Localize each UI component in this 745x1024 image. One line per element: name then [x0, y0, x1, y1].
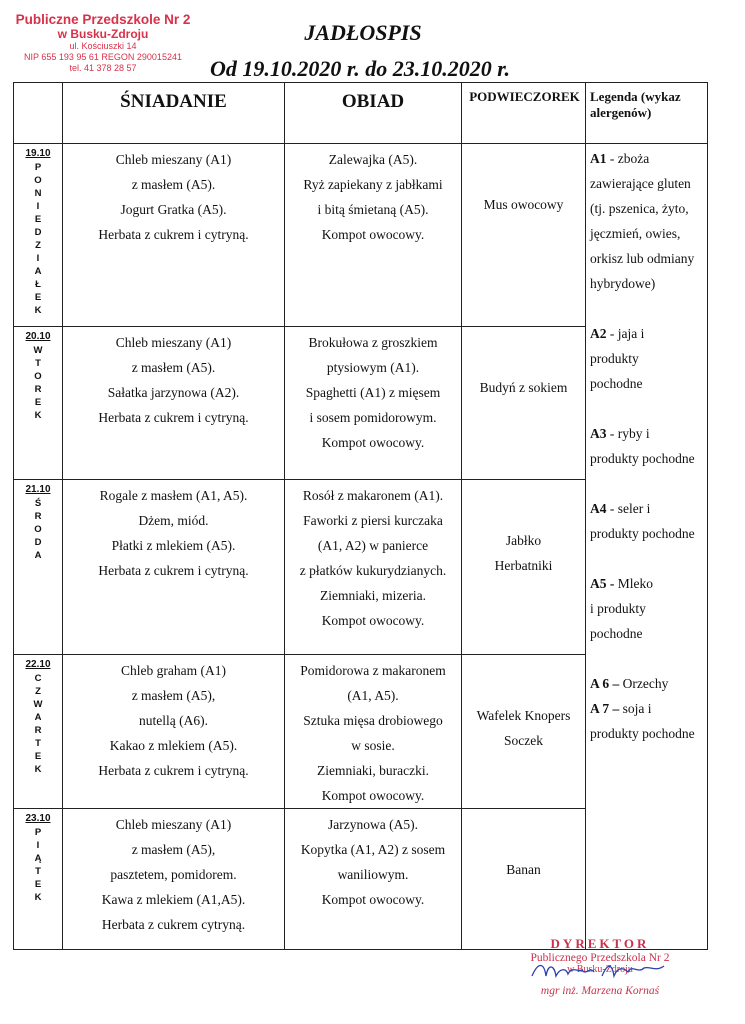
- legend-line: pochodne: [590, 626, 643, 641]
- menu-line: Zalewajka (A5).: [328, 152, 418, 167]
- breakfast-cell: [63, 327, 285, 480]
- day-letter: W: [33, 345, 43, 356]
- allergen-description: - seler i: [606, 501, 651, 516]
- menu-line: Herbata z cukrem i cytryną.: [98, 763, 249, 778]
- menu-line: Herbata z cukrem i cytryną.: [98, 410, 249, 425]
- stamp-line-2: w Busku-Zdroju: [57, 27, 149, 41]
- day-letter: E: [34, 751, 42, 762]
- menu-line: w sosie.: [351, 738, 395, 753]
- allergen-description: - jaja i: [606, 326, 645, 341]
- day-letter: Ś: [34, 498, 42, 509]
- menu-line: Banan: [506, 862, 541, 877]
- day-letter: I: [36, 253, 40, 264]
- menu-line: Jabłko: [505, 533, 542, 548]
- day-name-vertical: [14, 497, 62, 562]
- legend-line: produkty: [590, 351, 639, 366]
- menu-line: Kompot owocowy.: [321, 227, 425, 242]
- day-letter: T: [35, 738, 41, 749]
- menu-line: Sałatka jarzynowa (A2).: [107, 385, 240, 400]
- menu-line: z płatków kukurydzianych.: [299, 563, 447, 578]
- menu-line: Kompot owocowy.: [321, 613, 425, 628]
- legend-entry: [590, 421, 704, 471]
- menu-line: Spaghetti (A1) z mięsem: [305, 385, 441, 400]
- menu-line: Rosół z makaronem (A1).: [302, 488, 444, 503]
- day-letter: D: [34, 227, 42, 238]
- menu-line: Chleb mieszany (A1): [115, 152, 232, 167]
- legend-line: i produkty: [590, 601, 646, 616]
- menu-line: Chleb mieszany (A1): [115, 817, 232, 832]
- director-stamp: [500, 936, 700, 997]
- legend-line: produkty pochodne: [590, 526, 695, 541]
- day-letter: A: [34, 712, 42, 723]
- day-name-vertical: [14, 826, 62, 904]
- day-letter: I: [36, 840, 40, 851]
- day-name-vertical: [14, 344, 62, 422]
- menu-line: ptysiowym (A1).: [326, 360, 420, 375]
- header-day: [14, 83, 63, 144]
- snack-cell: [462, 809, 586, 950]
- legend-line: jęczmień, owies,: [590, 226, 681, 241]
- menu-line: Kompot owocowy.: [321, 788, 425, 803]
- director-title: DYREKTOR: [550, 936, 650, 951]
- day-letter: E: [34, 397, 42, 408]
- menu-line: Kompot owocowy.: [321, 435, 425, 450]
- menu-line: Jogurt Gratka (A5).: [120, 202, 227, 217]
- menu-line: (A1, A2) w panierce: [317, 538, 429, 553]
- stamp-line-5: tel. 41 378 28 57: [69, 63, 137, 73]
- day-date: 23.10: [25, 813, 51, 824]
- header-obiad: OBIAD: [285, 83, 462, 144]
- allergen-description: soja i: [619, 701, 652, 716]
- day-letter: Z: [35, 240, 41, 251]
- menu-line: Kompot owocowy.: [321, 892, 425, 907]
- day-cell: [14, 480, 63, 655]
- page-title: JADŁOSPIS: [304, 20, 422, 45]
- allergen-code: A3: [590, 426, 607, 441]
- menu-line: Mus owocowy: [483, 197, 564, 212]
- legend-line: orkisz lub odmiany: [590, 251, 695, 266]
- day-letter: E: [34, 292, 42, 303]
- day-letter: R: [34, 384, 42, 395]
- allergen-description: - zboża: [606, 151, 650, 166]
- legend-line: pochodne: [590, 376, 643, 391]
- day-letter: P: [34, 827, 42, 838]
- menu-line: Płatki z mlekiem (A5).: [111, 538, 236, 553]
- header-sniadanie: ŚNIADANIE: [63, 83, 285, 144]
- legend-line: [590, 496, 704, 521]
- school-stamp: [14, 12, 192, 74]
- allergen-code: A2: [590, 326, 607, 341]
- legend-line: [590, 321, 704, 346]
- allergen-code: A5 -: [590, 576, 615, 591]
- legend-line: hybrydowe): [590, 276, 656, 291]
- day-letter: K: [34, 410, 42, 421]
- day-letter: I: [36, 201, 40, 212]
- snack-cell: [462, 655, 586, 809]
- day-cell: [14, 327, 63, 480]
- day-letter: E: [34, 214, 42, 225]
- day-letter: K: [34, 764, 42, 775]
- day-letter: C: [34, 673, 42, 684]
- allergen-code: A 7 –: [590, 701, 620, 716]
- snack-cell: [462, 144, 586, 327]
- day-date: 19.10: [25, 148, 51, 159]
- menu-line: Ryż zapiekany z jabłkami: [303, 177, 443, 192]
- day-date: 20.10: [25, 331, 51, 342]
- menu-line: z masłem (A5),: [131, 688, 216, 703]
- day-letter: Ł: [35, 279, 41, 290]
- menu-line: Kopytka (A1, A2) z sosem: [300, 842, 446, 857]
- legend-line: produkty pochodne: [590, 451, 695, 466]
- allergen-legend: [586, 144, 708, 950]
- allergen-description: Orzechy: [619, 676, 669, 691]
- menu-line: i sosem pomidorowym.: [309, 410, 437, 425]
- allergen-code: A1: [590, 151, 607, 166]
- day-letter: E: [34, 879, 42, 890]
- day-letter: O: [34, 524, 42, 535]
- lunch-cell: [285, 327, 462, 480]
- day-letter: T: [35, 358, 41, 369]
- legend-line: [590, 421, 704, 446]
- day-letter: D: [34, 537, 42, 548]
- menu-line: Wafelek Knopers: [476, 708, 571, 723]
- menu-line: i bitą śmietaną (A5).: [317, 202, 429, 217]
- menu-line: Soczek: [504, 733, 543, 748]
- day-letter: R: [34, 511, 42, 522]
- day-name-vertical: [14, 161, 62, 317]
- menu-line: Pomidorowa z makaronem: [300, 663, 446, 678]
- menu-line: Faworki z piersi kurczaka: [303, 513, 443, 528]
- menu-line: nutellą (A6).: [139, 713, 208, 728]
- menu-line: Rogale z masłem (A1, A5).: [99, 488, 248, 503]
- menu-line: Herbata z cukrem i cytryną.: [98, 563, 249, 578]
- menu-line: z masłem (A5),: [131, 842, 216, 857]
- allergen-code: A4: [590, 501, 607, 516]
- menu-table: [13, 82, 708, 950]
- stamp-line-1: Publiczne Przedszkole Nr 2: [15, 12, 191, 27]
- allergen-code: A 6 –: [590, 676, 620, 691]
- lunch-cell: [285, 655, 462, 809]
- header-row: [14, 83, 708, 144]
- day-letter: P: [34, 162, 42, 173]
- menu-line: Herbatniki: [494, 558, 553, 573]
- breakfast-cell: [63, 144, 285, 327]
- legend-entry: [590, 496, 704, 546]
- legend-entry: [590, 671, 704, 696]
- menu-line: z masłem (A5).: [131, 177, 216, 192]
- legend-line: [590, 696, 704, 721]
- legend-line: zawierające gluten: [590, 176, 691, 191]
- menu-line: Brokułowa z groszkiem: [308, 335, 438, 350]
- director-line-2: Publicznego Przedszkola Nr 2: [530, 952, 670, 964]
- menu-line: Herbata z cukrem i cytryną.: [98, 227, 249, 242]
- day-letter: O: [34, 371, 42, 382]
- menu-line: Jarzynowa (A5).: [328, 817, 418, 832]
- menu-line: Ziemniaki, mizeria.: [319, 588, 427, 603]
- page-subtitle: Od 19.10.2020 r. do 23.10.2020 r.: [209, 56, 511, 81]
- legend-line: [590, 671, 704, 696]
- breakfast-cell: [63, 655, 285, 809]
- breakfast-cell: [63, 480, 285, 655]
- day-letter: N: [34, 188, 42, 199]
- legend-line: [590, 146, 704, 171]
- lunch-cell: [285, 809, 462, 950]
- day-letter: A: [34, 550, 42, 561]
- menu-line: Budyń z sokiem: [479, 380, 568, 395]
- day-letter: T: [35, 866, 41, 877]
- stamp-line-4: NIP 655 193 95 61 REGON 290015241: [24, 52, 182, 62]
- allergen-description: Mleko: [614, 576, 653, 591]
- lunch-cell: [285, 480, 462, 655]
- allergen-description: - ryby i: [606, 426, 650, 441]
- legend-line: [590, 571, 704, 596]
- legend-entry: [590, 321, 704, 396]
- day-letter: R: [34, 725, 42, 736]
- menu-line: Ziemniaki, buraczki.: [316, 763, 430, 778]
- day-cell: [14, 809, 63, 950]
- legend-entry: [590, 146, 704, 296]
- day-letter: K: [34, 305, 42, 316]
- day-name-vertical: [14, 672, 62, 776]
- snack-cell: [462, 480, 586, 655]
- menu-line: Dżem, miód.: [138, 513, 209, 528]
- handwritten-signature-icon: [528, 958, 668, 984]
- legend-line: (tj. pszenica, żyto,: [590, 201, 689, 216]
- legend-line: produkty pochodne: [590, 726, 695, 741]
- menu-line: waniliowym.: [337, 867, 409, 882]
- snack-cell: [462, 327, 586, 480]
- day-letter: A: [34, 266, 42, 277]
- director-line-3: w Busku-Zdroju: [567, 964, 633, 975]
- header-legenda: Legenda (wykaz alergenów): [586, 83, 708, 144]
- director-name: mgr inż. Marzena Kornaś: [540, 985, 660, 997]
- menu-line: Herbata z cukrem cytryną.: [101, 917, 246, 932]
- legend-entry: [590, 571, 704, 646]
- stamp-line-3: ul. Kościuszki 14: [69, 41, 137, 51]
- menu-line: Sztuka mięsa drobiowego: [303, 713, 443, 728]
- day-row: [14, 144, 708, 327]
- menu-line: Kawa z mlekiem (A1,A5).: [101, 892, 246, 907]
- menu-line: (A1, A5).: [347, 688, 399, 703]
- day-letter: O: [34, 175, 42, 186]
- lunch-cell: [285, 144, 462, 327]
- menu-line: Chleb mieszany (A1): [115, 335, 232, 350]
- menu-line: pasztetem, pomidorem.: [110, 867, 237, 882]
- day-cell: [14, 144, 63, 327]
- menu-line: Chleb graham (A1): [121, 663, 226, 678]
- day-cell: [14, 655, 63, 809]
- day-date: 21.10: [25, 484, 51, 495]
- day-letter: K: [34, 892, 42, 903]
- day-letter: Z: [35, 686, 41, 697]
- day-letter: W: [33, 699, 43, 710]
- legend-entry: [590, 696, 704, 746]
- menu-line: z masłem (A5).: [131, 360, 216, 375]
- header-podwieczorek: PODWIECZOREK: [462, 83, 586, 144]
- day-letter: Ą: [34, 853, 42, 864]
- menu-line: Kakao z mlekiem (A5).: [109, 738, 238, 753]
- breakfast-cell: [63, 809, 285, 950]
- day-date: 22.10: [25, 659, 51, 670]
